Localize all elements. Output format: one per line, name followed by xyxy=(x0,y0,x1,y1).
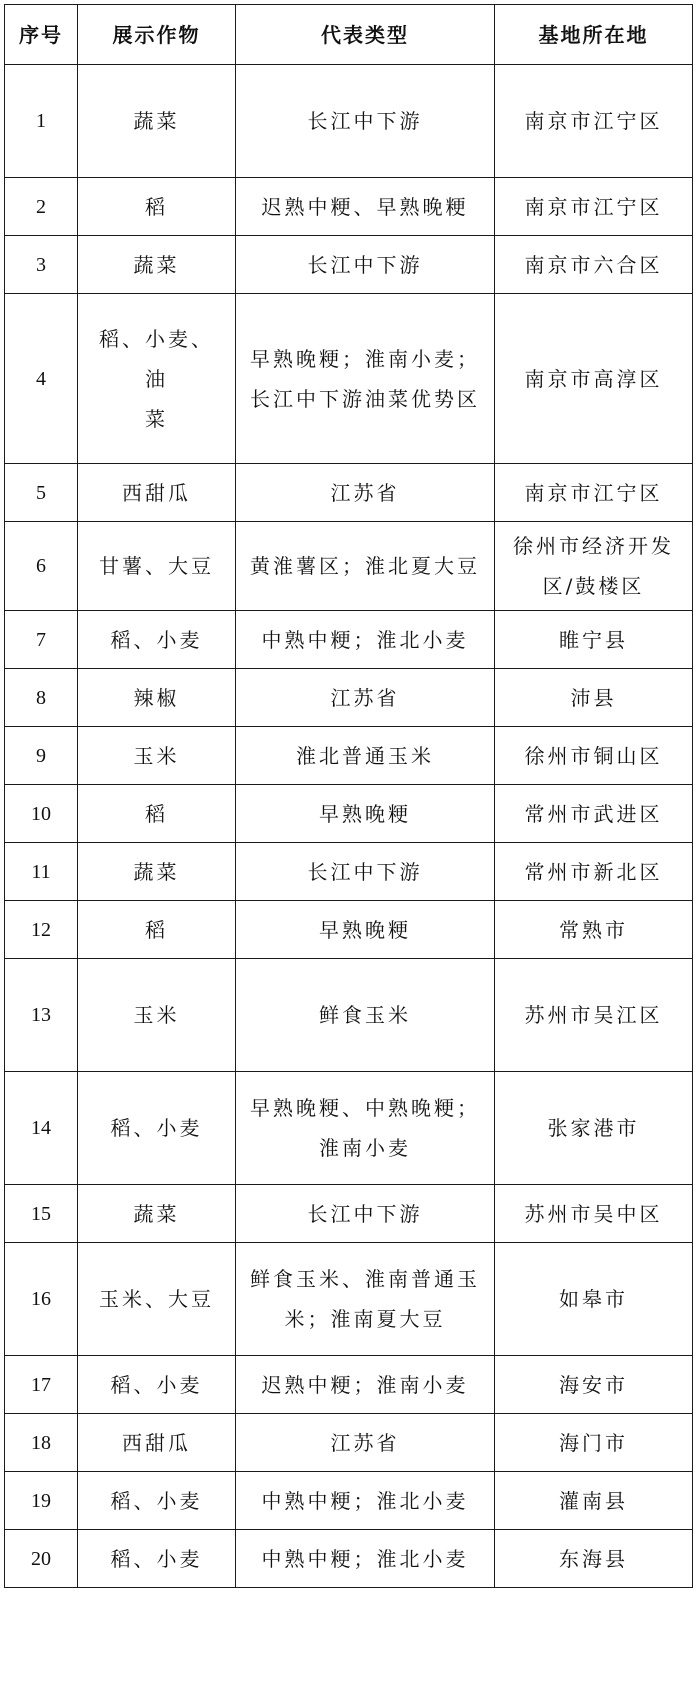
crop-demonstration-table xyxy=(4,4,693,1588)
cell-number: 8 xyxy=(5,669,78,727)
cell-type: 长江中下游 xyxy=(236,65,495,178)
table-row xyxy=(5,1414,693,1472)
table-row xyxy=(5,1243,693,1356)
cell-number: 16 xyxy=(5,1243,78,1356)
cell-crop: 蔬菜 xyxy=(78,236,236,294)
cell-type: 早熟晚粳；淮南小麦； 长江中下游油菜优势区 xyxy=(236,294,495,464)
header-location: 基地所在地 xyxy=(495,5,693,65)
cell-location: 南京市六合区 xyxy=(495,236,693,294)
cell-crop: 稻、小麦 xyxy=(78,1356,236,1414)
cell-number: 7 xyxy=(5,611,78,669)
cell-location: 常熟市 xyxy=(495,901,693,959)
cell-location: 徐州市经济开发 区/鼓楼区 xyxy=(495,522,693,611)
cell-crop: 稻 xyxy=(78,785,236,843)
cell-number: 3 xyxy=(5,236,78,294)
table-row xyxy=(5,1530,693,1588)
cell-crop: 稻、小麦 xyxy=(78,1472,236,1530)
cell-location: 张家港市 xyxy=(495,1072,693,1185)
cell-number: 15 xyxy=(5,1185,78,1243)
cell-type: 早熟晚粳、中熟晚粳； 淮南小麦 xyxy=(236,1072,495,1185)
cell-type: 鲜食玉米、淮南普通玉 米；淮南夏大豆 xyxy=(236,1243,495,1356)
cell-location: 苏州市吴中区 xyxy=(495,1185,693,1243)
cell-crop: 稻、小麦 xyxy=(78,1072,236,1185)
cell-number: 10 xyxy=(5,785,78,843)
cell-type: 早熟晚粳 xyxy=(236,901,495,959)
cell-number: 9 xyxy=(5,727,78,785)
cell-number: 12 xyxy=(5,901,78,959)
cell-crop: 西甜瓜 xyxy=(78,464,236,522)
table-row xyxy=(5,1185,693,1243)
cell-type: 江苏省 xyxy=(236,669,495,727)
cell-number: 13 xyxy=(5,959,78,1072)
cell-crop: 甘薯、大豆 xyxy=(78,522,236,611)
cell-location: 常州市武进区 xyxy=(495,785,693,843)
cell-crop: 玉米、大豆 xyxy=(78,1243,236,1356)
cell-crop: 辣椒 xyxy=(78,669,236,727)
table-row xyxy=(5,611,693,669)
cell-type: 淮北普通玉米 xyxy=(236,727,495,785)
cell-type: 长江中下游 xyxy=(236,1185,495,1243)
cell-crop: 稻、小麦 xyxy=(78,611,236,669)
table-row xyxy=(5,464,693,522)
cell-type: 中熟中粳；淮北小麦 xyxy=(236,611,495,669)
cell-location: 南京市江宁区 xyxy=(495,65,693,178)
cell-number: 17 xyxy=(5,1356,78,1414)
table-row xyxy=(5,959,693,1072)
cell-location: 海安市 xyxy=(495,1356,693,1414)
cell-location: 如皋市 xyxy=(495,1243,693,1356)
cell-crop: 西甜瓜 xyxy=(78,1414,236,1472)
table-row xyxy=(5,1072,693,1185)
cell-type: 黄淮薯区；淮北夏大豆 xyxy=(236,522,495,611)
table-row xyxy=(5,843,693,901)
cell-crop: 稻 xyxy=(78,901,236,959)
cell-crop: 稻、小麦 xyxy=(78,1530,236,1588)
cell-location: 睢宁县 xyxy=(495,611,693,669)
cell-location: 东海县 xyxy=(495,1530,693,1588)
cell-number: 1 xyxy=(5,65,78,178)
cell-number: 5 xyxy=(5,464,78,522)
cell-type: 早熟晚粳 xyxy=(236,785,495,843)
cell-location: 苏州市吴江区 xyxy=(495,959,693,1072)
cell-location: 沛县 xyxy=(495,669,693,727)
cell-number: 14 xyxy=(5,1072,78,1185)
cell-number: 2 xyxy=(5,178,78,236)
cell-type: 江苏省 xyxy=(236,464,495,522)
cell-type: 长江中下游 xyxy=(236,236,495,294)
cell-type: 长江中下游 xyxy=(236,843,495,901)
cell-crop: 蔬菜 xyxy=(78,65,236,178)
table-row xyxy=(5,294,693,464)
cell-location: 南京市江宁区 xyxy=(495,464,693,522)
cell-crop: 玉米 xyxy=(78,727,236,785)
cell-crop: 稻、小麦、油 菜 xyxy=(78,294,236,464)
cell-type: 迟熟中粳；淮南小麦 xyxy=(236,1356,495,1414)
header-row xyxy=(5,5,693,65)
cell-type: 中熟中粳；淮北小麦 xyxy=(236,1530,495,1588)
cell-crop: 玉米 xyxy=(78,959,236,1072)
cell-number: 11 xyxy=(5,843,78,901)
table-row xyxy=(5,178,693,236)
header-crop: 展示作物 xyxy=(78,5,236,65)
table-row xyxy=(5,522,693,611)
cell-location: 海门市 xyxy=(495,1414,693,1472)
cell-number: 18 xyxy=(5,1414,78,1472)
table-row xyxy=(5,236,693,294)
cell-number: 6 xyxy=(5,522,78,611)
header-number: 序号 xyxy=(5,5,78,65)
table-row xyxy=(5,901,693,959)
cell-location: 南京市江宁区 xyxy=(495,178,693,236)
cell-number: 20 xyxy=(5,1530,78,1588)
table-row xyxy=(5,1356,693,1414)
table-row xyxy=(5,1472,693,1530)
cell-location: 常州市新北区 xyxy=(495,843,693,901)
cell-type: 中熟中粳；淮北小麦 xyxy=(236,1472,495,1530)
cell-location: 灌南县 xyxy=(495,1472,693,1530)
cell-type: 鲜食玉米 xyxy=(236,959,495,1072)
cell-location: 南京市高淳区 xyxy=(495,294,693,464)
cell-location: 徐州市铜山区 xyxy=(495,727,693,785)
cell-number: 19 xyxy=(5,1472,78,1530)
cell-number: 4 xyxy=(5,294,78,464)
table-row xyxy=(5,727,693,785)
cell-type: 江苏省 xyxy=(236,1414,495,1472)
table-row xyxy=(5,65,693,178)
table-row xyxy=(5,785,693,843)
cell-crop: 蔬菜 xyxy=(78,1185,236,1243)
table-row xyxy=(5,669,693,727)
cell-type: 迟熟中粳、早熟晚粳 xyxy=(236,178,495,236)
header-type: 代表类型 xyxy=(236,5,495,65)
cell-crop: 稻 xyxy=(78,178,236,236)
cell-crop: 蔬菜 xyxy=(78,843,236,901)
